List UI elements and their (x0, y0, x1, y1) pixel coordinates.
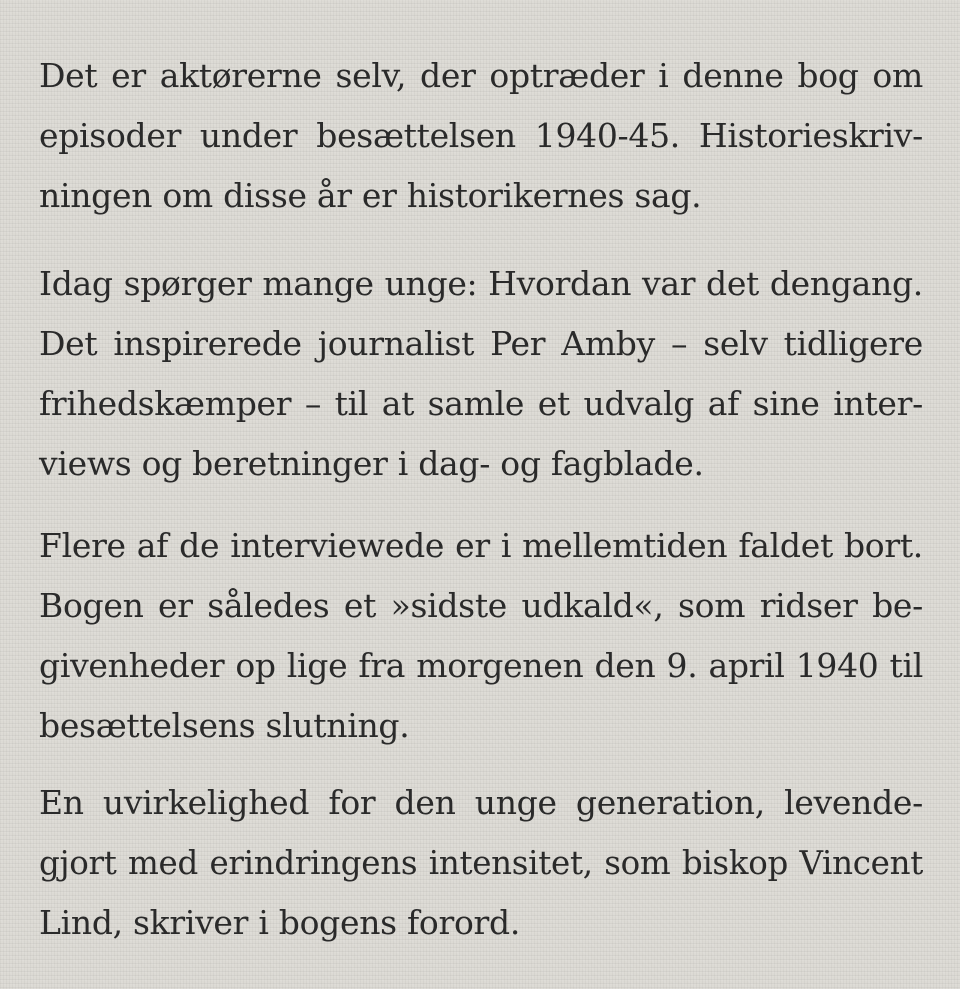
text-line: views og beretninger i dag- og fagblade. (39, 444, 704, 483)
text-line: Lind, skriver i bogens forord. (39, 903, 521, 942)
paragraph-4 (39, 773, 923, 953)
text-line: gjort med erindringens intensitet, som biskop Vincent (39, 844, 923, 882)
text-line: givenheder op lige fra morgenen den 9. april 1940 til (39, 646, 923, 685)
paragraph-1 (39, 46, 923, 226)
text-line: Bogen er således et »sidste udkald«, som ridser be- (39, 586, 923, 625)
text-line: ningen om disse år er historikernes sag. (39, 176, 702, 215)
text-line: Det inspirerede journalist Per Amby – selv tidligere (39, 324, 923, 363)
text-line: Idag spørger mange unge: Hvordan var det dengang. (39, 264, 923, 303)
paragraph-3 (39, 516, 923, 756)
text-line: episoder under besættelsen 1940-45. Historieskriv- (39, 116, 923, 155)
text-line: Flere af de interviewede er i mellemtiden faldet bort. (39, 526, 923, 565)
text-line: frihedskæmper – til at samle et udvalg af sine inter- (39, 384, 923, 423)
text-line: besættelsens slutning. (39, 706, 410, 745)
text-line: Det er aktørerne selv, der optræder i denne bog om (39, 56, 923, 95)
text-line: En uvirkelighed for den unge generation, levende- (39, 783, 923, 822)
paragraph-2 (39, 254, 923, 494)
